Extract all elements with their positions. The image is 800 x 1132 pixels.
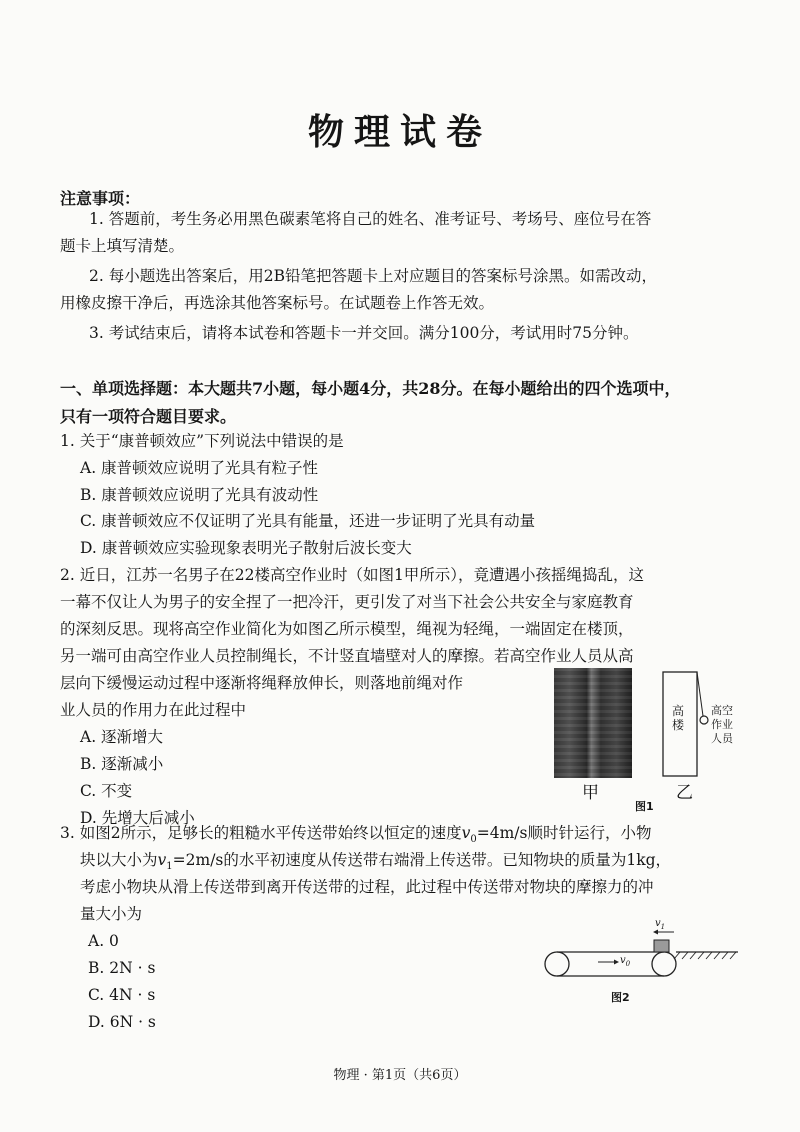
notice-heading: 注意事项： — [60, 189, 141, 208]
notice-item-3: 3. 考试结束后，请将本试卷和答题卡一并交回。满分100分，考试用时75分钟。 — [89, 324, 639, 342]
question-2-line3: 的深刻反思。现将高空作业简化为如图乙所示模型，绳视为轻绳，一端固定在楼顶， — [60, 620, 634, 638]
worker-photo — [554, 668, 632, 778]
question-2-option-a: A. 逐渐增大 — [80, 728, 164, 746]
question-2-option-d: D. 先增大后减小 — [80, 809, 195, 827]
question-1-option-c: C. 康普顿效应不仅证明了光具有能量，还进一步证明了光具有动量 — [80, 512, 536, 530]
notice-item-2-line1: 2. 每小题选出答案后，用2B铅笔把答题卡上对应题目的答案标号涂黑。如需改动， — [89, 267, 657, 285]
left-pulley — [545, 952, 569, 976]
notice-item-1-line1: 1. 答题前，考生务必用黑色碳素笔将自己的姓名、准考证号、考场号、座位号在答 — [89, 210, 652, 228]
question-2-option-b: B. 逐渐减小 — [80, 755, 164, 773]
question-2-line1: 2. 近日，江苏一名男子在22楼高空作业时（如图1甲所示），竟遭遇小孩摇绳捣乱，这 — [60, 566, 645, 584]
question-2-line6: 业人员的作用力在此过程中 — [60, 701, 247, 719]
worker-label-2: 作业 — [711, 718, 733, 731]
worker-circle — [700, 716, 708, 724]
conveyor-belt-diagram — [540, 918, 746, 988]
question-3-option-d: D. 6N · s — [88, 1013, 156, 1031]
question-3-line2: 块以大小为$v_1=2m/s$的水平初速度从传送带右端滑上传送带。已知物块的质量为1kg， — [80, 851, 672, 873]
question-2-line5: 层向下缓慢运动过程中逐渐将绳释放伸长，则落地前绳对作 — [60, 674, 464, 692]
figure-1-label-yi: 乙 — [676, 783, 693, 803]
question-3-line4: 量大小为 — [80, 905, 143, 923]
question-2-line2: 一幕不仅让人为男子的安全捏了一把冷汗，更引发了对当下社会公共安全与家庭教育 — [60, 593, 634, 611]
question-3-option-b: B. 2N · s — [88, 959, 156, 977]
v0-label: $v_0$ — [620, 955, 631, 968]
worker-label-1: 高空 — [711, 704, 733, 717]
block — [654, 940, 669, 952]
page-title: 物理试卷 — [307, 111, 492, 153]
notice-item-2-line2: 用橡皮擦干净后，再选涂其他答案标号。在试题卷上作答无效。 — [60, 294, 495, 312]
question-1-option-b: B. 康普顿效应说明了光具有波动性 — [80, 486, 319, 504]
page-footer: 物理 · 第1页（共6页） — [333, 1068, 467, 1083]
building-label-bottom: 楼 — [672, 718, 685, 732]
right-pulley — [652, 952, 676, 976]
v1-label: $v_1$ — [655, 918, 666, 931]
ground-hatch — [674, 952, 736, 959]
section-heading-line1: 一、单项选择题：本大题共7小题，每小题4分，共28分。在每小题给出的四个选项中， — [60, 379, 681, 398]
figure-2-caption: 图2 — [611, 991, 630, 1004]
notice-item-1-line2: 题卡上填写清楚。 — [60, 237, 185, 255]
question-1-option-a: A. 康普顿效应说明了光具有粒子性 — [80, 459, 319, 477]
figure-1-caption: 图1 — [635, 800, 654, 813]
building-label-top: 高 — [672, 704, 685, 718]
worker-label-3: 人员 — [711, 732, 733, 745]
question-1-option-d: D. 康普顿效应实验现象表明光子散射后波长变大 — [80, 539, 412, 557]
question-2-line4: 另一端可由高空作业人员控制绳长，不计竖直墙壁对人的摩擦。若高空作业人员从高 — [60, 647, 634, 665]
figure-1-label-jia: 甲 — [582, 783, 599, 803]
question-3-line3: 考虑小物块从滑上传送带到离开传送带的过程，此过程中传送带对物块的摩擦力的冲 — [80, 878, 654, 896]
question-3-option-a: A. 0 — [88, 932, 119, 950]
question-3-line1: 3. 如图2所示，足够长的粗糙水平传送带始终以恒定的速度$v_0=4m/s$顺时针运行，小物 — [60, 824, 652, 846]
question-2-option-c: C. 不变 — [80, 782, 133, 800]
section-heading-line2: 只有一项符合题目要求。 — [60, 407, 237, 426]
rope-line — [697, 672, 703, 716]
question-1-stem: 1. 关于“康普顿效应”下列说法中错误的是 — [60, 432, 344, 450]
question-3-option-c: C. 4N · s — [88, 986, 156, 1004]
v0-arrow-head — [614, 960, 619, 965]
